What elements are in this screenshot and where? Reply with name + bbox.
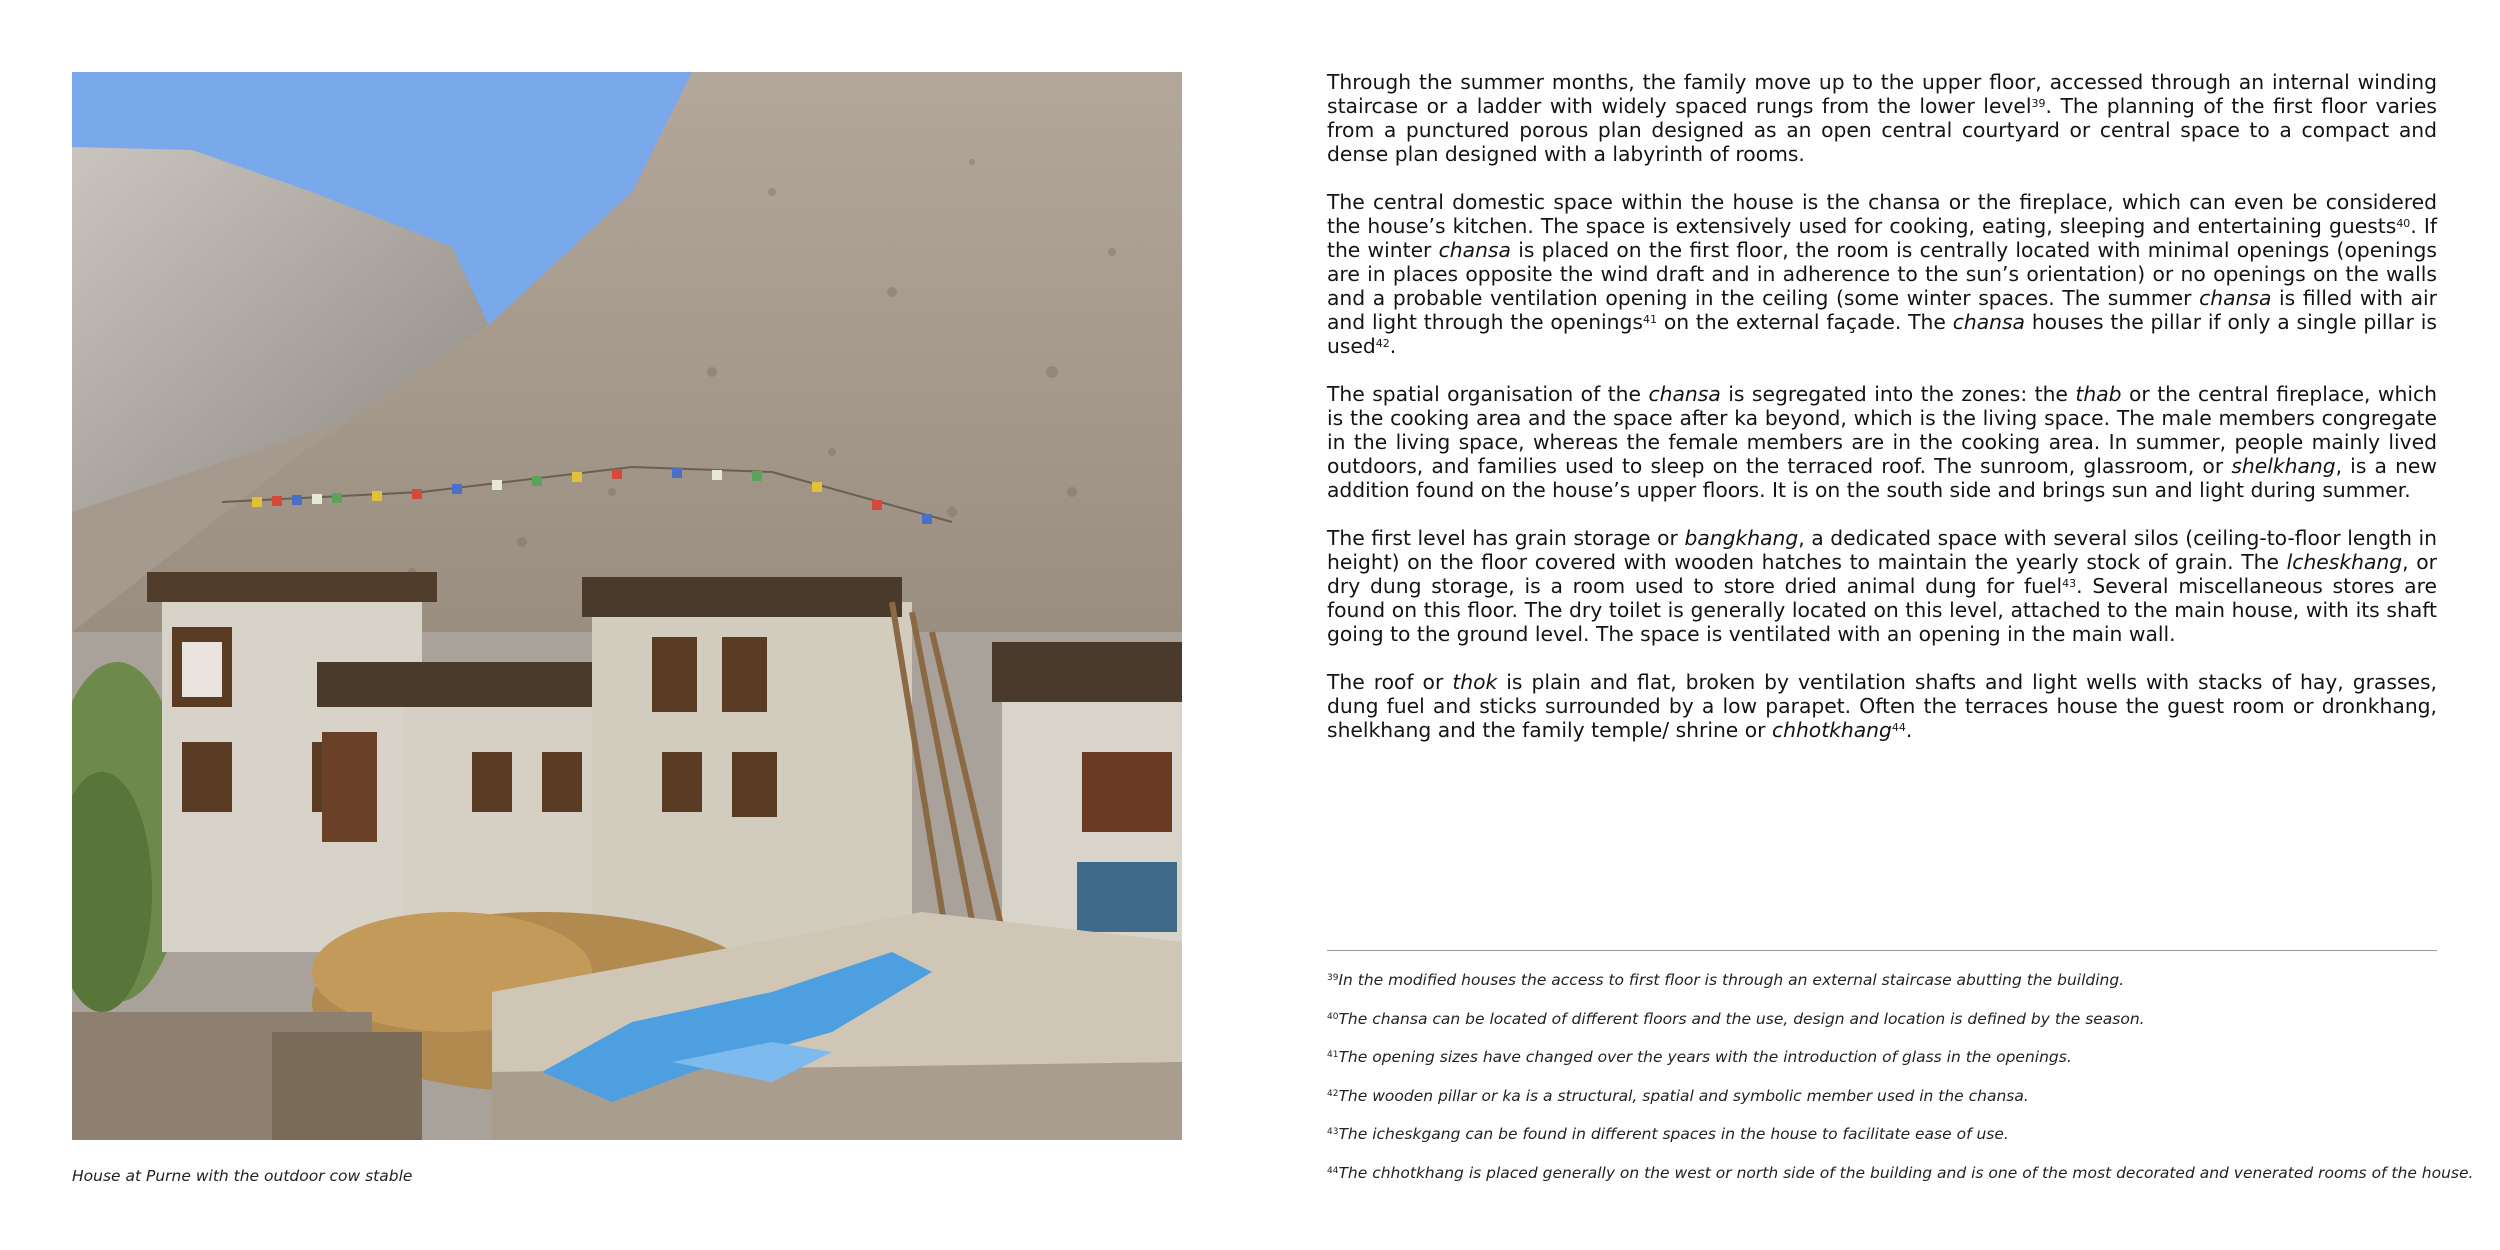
footnote-text: The chhotkhang is placed generally on the west or north side of the building and is one of the most decorated and venerated rooms of the house.: [1338, 1163, 2474, 1182]
footnote: [1327, 1087, 2437, 1126]
italic-term: shelkhang: [2231, 454, 2336, 478]
text-run: is placed on the first floor, the room is centrally located with minimal openings (openings are in places opposite the wind draft and in adherence to the sun’s orientation) or no openings on the walls and a probable ventilation opening in the ceiling (some winter spaces. The summer: [1327, 238, 2437, 310]
footnote-ref: 44: [1891, 721, 1906, 734]
footnote: [1327, 1048, 2437, 1087]
text-run: is segregated into the zones: the: [1720, 382, 2076, 406]
paragraph: [1327, 382, 2437, 502]
text-run: , a dedicated space with several silos (ceiling-to-floor length in height) on the floor covered with wooden hatches to maintain the yearly stock of grain. The: [1327, 526, 2438, 574]
text-run: . The planning of the first floor varies from a punctured porous plan designed as an open central courtyard or central space to a compact and dense plan designed with a labyrinth of rooms.: [1327, 94, 2437, 166]
footnote-number: 40: [1327, 1011, 1339, 1022]
house-photo: [72, 72, 1182, 1140]
italic-term: thok: [1452, 670, 1498, 694]
text-run: , is a new addition found on the house’s upper floors. It is on the south side and brings sun and light during summer.: [1327, 454, 2437, 502]
text-run: The first level has grain storage or: [1327, 526, 1685, 550]
italic-term: lcheskhang: [2286, 550, 2403, 574]
footnotes: [1327, 971, 2474, 1203]
footnote-number: 41: [1327, 1050, 1339, 1061]
footnote-number: 42: [1327, 1088, 1339, 1099]
text-run: Through the summer months, the family move up to the upper floor, accessed through an internal winding staircase or a ladder with widely spaced rungs from the lower level: [1327, 70, 2437, 118]
footnote-divider: [1327, 950, 2437, 951]
text-run: . If the winter: [1327, 214, 2437, 262]
body-text: [1327, 70, 2437, 766]
footnote-ref: 42: [1375, 337, 1390, 350]
footnote-ref: 41: [1642, 313, 1657, 326]
footnote-text: In the modified houses the access to first floor is through an external staircase abutting the building.: [1338, 971, 2125, 989]
footnote: [1327, 971, 2437, 1010]
footnote: [1327, 1125, 2437, 1164]
house-photo-illustration: [72, 72, 1182, 1140]
footnote-text: The opening sizes have changed over the years with the introduction of glass in the openings.: [1338, 1048, 2072, 1067]
footnote-text: The icheskgang can be found in different spaces in the house to facilitate ease of use.: [1338, 1125, 2009, 1144]
paragraph: [1327, 70, 2437, 166]
footnote-ref: 39: [2031, 97, 2046, 110]
paragraph: [1327, 190, 2437, 358]
text-run: The roof or: [1327, 670, 1453, 694]
footnote-ref: 43: [2062, 577, 2077, 590]
italic-term: chhotkhang: [1771, 718, 1892, 742]
text-run: . Several miscellaneous stores are found on this floor. The dry toilet is generally located on this level, attached to the main house, with its shaft going to the ground level. The space is ventilated with an opening in the main wall.: [1327, 574, 2437, 646]
footnote-number: 43: [1327, 1127, 1339, 1138]
paragraph: [1327, 670, 2437, 742]
footnote: [1327, 1163, 2474, 1203]
italic-term: chansa: [1952, 310, 2025, 334]
text-run: is plain and flat, broken by ventilation shafts and light wells with stacks of hay, grasses, dung fuel and sticks surrounded by a low parapet. Often the terraces house the guest room or dronkhang, shelkhang and the family temple/ shrine or: [1327, 670, 2437, 742]
italic-term: thab: [2075, 382, 2122, 406]
text-run: .: [1389, 334, 1397, 358]
text-run: The central domestic space within the house is the chansa or the fireplace, which can even be considered the house’s kitchen. The space is extensively used for cooking, eating, sleeping and entertaining guests: [1327, 190, 2437, 238]
text-run: on the external façade. The: [1656, 310, 1953, 334]
footnote-number: 39: [1327, 973, 1339, 983]
text-run: houses the pillar if only a single pillar is used: [1327, 310, 2437, 358]
text-run: .: [1905, 718, 1913, 742]
text-run: The spatial organisation of the: [1327, 382, 1649, 406]
italic-term: chansa: [1648, 382, 1721, 406]
text-run: is filled with air and light through the openings: [1327, 286, 2437, 334]
italic-term: chansa: [2199, 286, 2272, 310]
footnote: [1327, 1010, 2437, 1049]
footnote-text: The wooden pillar or ka is a structural, spatial and symbolic member used in the chansa.: [1338, 1086, 2029, 1105]
text-run: , or dry dung storage, is a room used to store dried animal dung for fuel: [1327, 550, 2437, 598]
footnote-number: 44: [1327, 1165, 1339, 1176]
italic-term: bangkhang: [1684, 526, 1799, 550]
footnote-ref: 40: [2396, 217, 2411, 230]
footnote-text: The chansa can be located of different floors and the use, design and location is defined by the season.: [1338, 1009, 2145, 1028]
paragraph: [1327, 526, 2437, 646]
italic-term: chansa: [1438, 238, 1511, 262]
photo-caption: House at Purne with the outdoor cow stable: [72, 1167, 413, 1185]
text-run: or the central fireplace, which is the cooking area and the space after ka beyond, which is the living space. The male members congregate in the living space, whereas the female members are in the cooking area. In summer, people mainly lived outdoors, and families used to sleep on the terraced roof. The sunroom, glassroom, or: [1327, 382, 2437, 478]
